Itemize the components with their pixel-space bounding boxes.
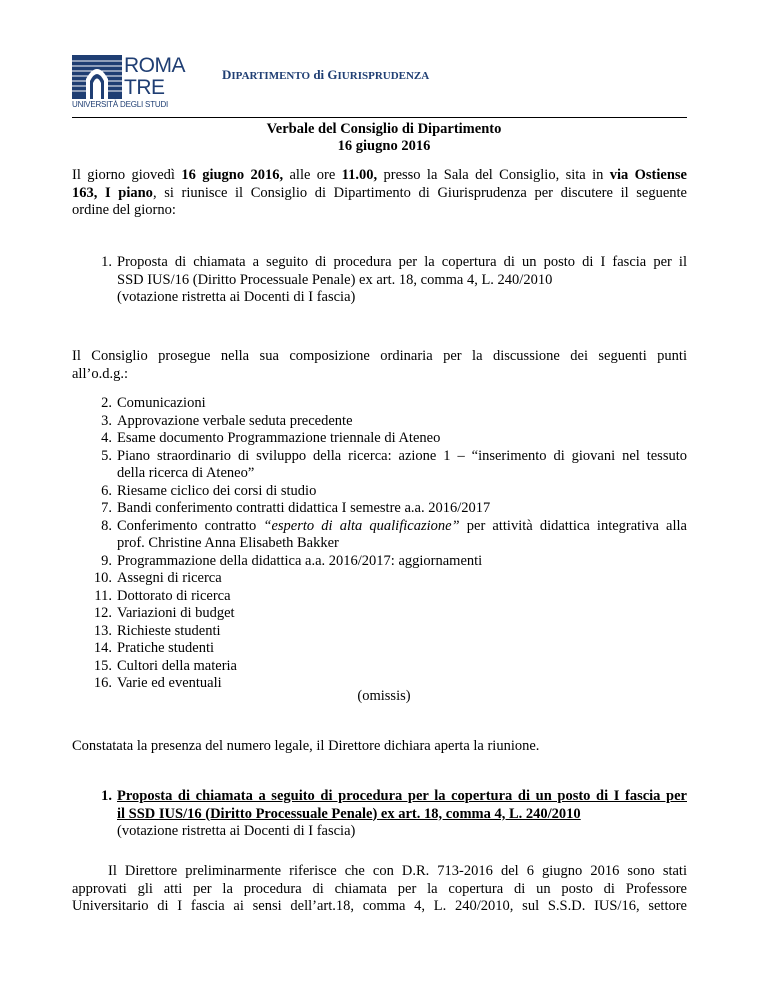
roma-tre-arch-icon (72, 55, 122, 99)
agenda-item-number: 10. (93, 570, 112, 586)
agenda-item-number: 3. (101, 412, 112, 429)
agenda-item-number: 4. (101, 430, 112, 446)
agenda-item-text: Programmazione della didattica a.a. 2016/2017: aggiornamenti (117, 552, 483, 569)
logo-tre-text: TRE (124, 76, 165, 99)
document-date: 16 giugno 2016 (337, 138, 431, 154)
agenda-item-text: Approvazione verbale seduta precedente (117, 412, 353, 429)
agenda-item-number: 2. (101, 395, 112, 411)
agenda-item-text: Cultori della materia (117, 657, 237, 674)
agenda-item-number: 16. (93, 675, 112, 691)
agenda-item-text: Bandi conferimento contratti didattica I semestre a.a. 2016/2017 (117, 500, 491, 516)
document-page: ROMA TRE UNIVERSITÀ DEGLI STUDI DIPARTIMENTO di GIURISPRUDENZA Verbale del Consiglio di Dipartimento 16 giugno 2016 Il giorno giovedì 16 giugno 2016, alle ore 11.00, presso la Sala del Consiglio, sita in via Ostiense 163, I piano, si riunisce il Consiglio di Dipartimento di Giurisprudenza per discutere il seguente ordine del giorno: 1. Proposta di chiamata a seguito di procedura per la copertura di un posto di I fascia per il SSD IUS/16 (Diritto Processuale Penale) ex art. 18, comma 4, L. 240/2010 (votazione ristretta ai Docenti di I fascia) Il Consiglio prosegue nella sua composizione ordinaria per la discussione dei seguenti punti all’o.d.g.: 2. Comunicazioni 3. Approvazione verbale seduta precedente 4. Esame documento Programmazione triennale di Ateneo 5. Piano straordinario di sviluppo della ricerca: azione 1 – “inserimento di giovani nel tessuto della ricerca di Ateneo” 6. Riesame ciclico dei corsi di studio 7. Bandi conferimento contratti didattica I semestre a.a. 2016/2017 8. Conferimento contratto “esperto di alta qualificazione” per attività didattica integrativa alla prof. Christine Anna Elisabeth Bakker 9. Programmazione della didattica a.a. 2016/2017: aggiornamenti 10. Assegni di ricerca 11. Dottorato di ricerca 12. Variazioni di budget 13. Richieste studenti 14. Pratiche studenti 15. Cultori della materia 16. Varie ed eventuali (omissis) Constatata la presenza del numero legale, il Direttore dichiara aperta la riunione. 1. Proposta di chiamata a seguito di procedura per la copertura di un posto di I fascia per il SSD IUS/16 (Diritto Processuale Penale) ex art. 18, comma 4, L. 240/2010 (votazione ristretta ai Docenti di I fascia) Il Direttore preliminarmente riferisce che con D.R. 713-2016 del 6 giugno 2016 sono stati approvati gli atti per la procedura di chiamata per la copertura di un posto di Professore Universitario di I fascia ai sensi dell’art.18, comma 4, L. 240/2010, sul S.S.D. IUS/16, settore (0, 0, 768, 994)
agenda-item-text: Variazioni di budget (117, 605, 235, 621)
agenda-item-text: Conferimento contratto “esperto di alta qualificazione” per attività didattica integrativa alla prof. Christine Anna Elisabeth Bakker (117, 517, 687, 551)
university-logo (72, 55, 184, 111)
continue-paragraph: Il Consiglio prosegue nella sua composizione ordinaria per la discussione dei seguenti punti all’o.d.g.: (72, 348, 687, 382)
agenda-item-number: 11. (94, 587, 112, 604)
agenda-item-text: Assegni di ricerca (117, 570, 222, 586)
logo-subtitle: UNIVERSITÀ DEGLI STUDI (72, 100, 169, 109)
department-name: DIPARTIMENTO di GIURISPRUDENZA (222, 67, 430, 82)
section-1-body: Il Direttore preliminarmente riferisce che con D.R. 713-2016 del 6 giugno 2016 sono stati approvati gli atti per la procedura di chiamata per la copertura di un posto di Professore Universitario di I fascia ai sensi dell’art.18, comma 4, L. 240/2010, sul S.S.D. IUS/16, settore (72, 863, 687, 914)
agenda-item-text: Piano straordinario di sviluppo della ricerca: azione 1 – “inserimento di giovani nel tessuto della ricerca di Ateneo” (117, 447, 687, 481)
agenda-item-number: 5. (101, 447, 112, 464)
omissis-text: (omissis) (357, 688, 411, 704)
quorum-paragraph: Constatata la presenza del numero legale, il Direttore dichiara aperta la riunione. (72, 738, 540, 754)
intro-paragraph: Il giorno giovedì 16 giugno 2016, alle ore 11.00, presso la Sala del Consiglio, sita in via Ostiense 163, I piano, si riunisce il Consiglio di Dipartimento di Giurisprudenza per discutere il seguente ordine del giorno: (72, 167, 687, 218)
agenda-item-text: Richieste studenti (117, 622, 221, 639)
agenda-item-text: Riesame ciclico dei corsi di studio (117, 482, 317, 499)
agenda-item-number: 6. (101, 482, 112, 499)
agenda-item-number: 13. (93, 622, 112, 639)
agenda-item-text: Varie ed eventuali (117, 675, 222, 691)
header-divider (72, 117, 687, 118)
agenda-item-text: Comunicazioni (117, 395, 206, 411)
agenda-item-text: Dottorato di ricerca (117, 587, 231, 604)
agenda-item-text: Pratiche studenti (117, 640, 215, 656)
agenda-item-number: 8. (101, 517, 112, 534)
agenda-item-number: 9. (101, 552, 112, 569)
agenda-item-number: 12. (93, 605, 112, 621)
agenda-item-number: 7. (101, 500, 112, 516)
agenda-item-text: Esame documento Programmazione triennale di Ateneo (117, 430, 441, 446)
document-title: Verbale del Consiglio di Dipartimento (266, 121, 502, 137)
logo-roma-text: ROMA (124, 54, 185, 77)
agenda-item-number: 14. (93, 640, 112, 656)
agenda-item-number: 15. (93, 657, 112, 674)
